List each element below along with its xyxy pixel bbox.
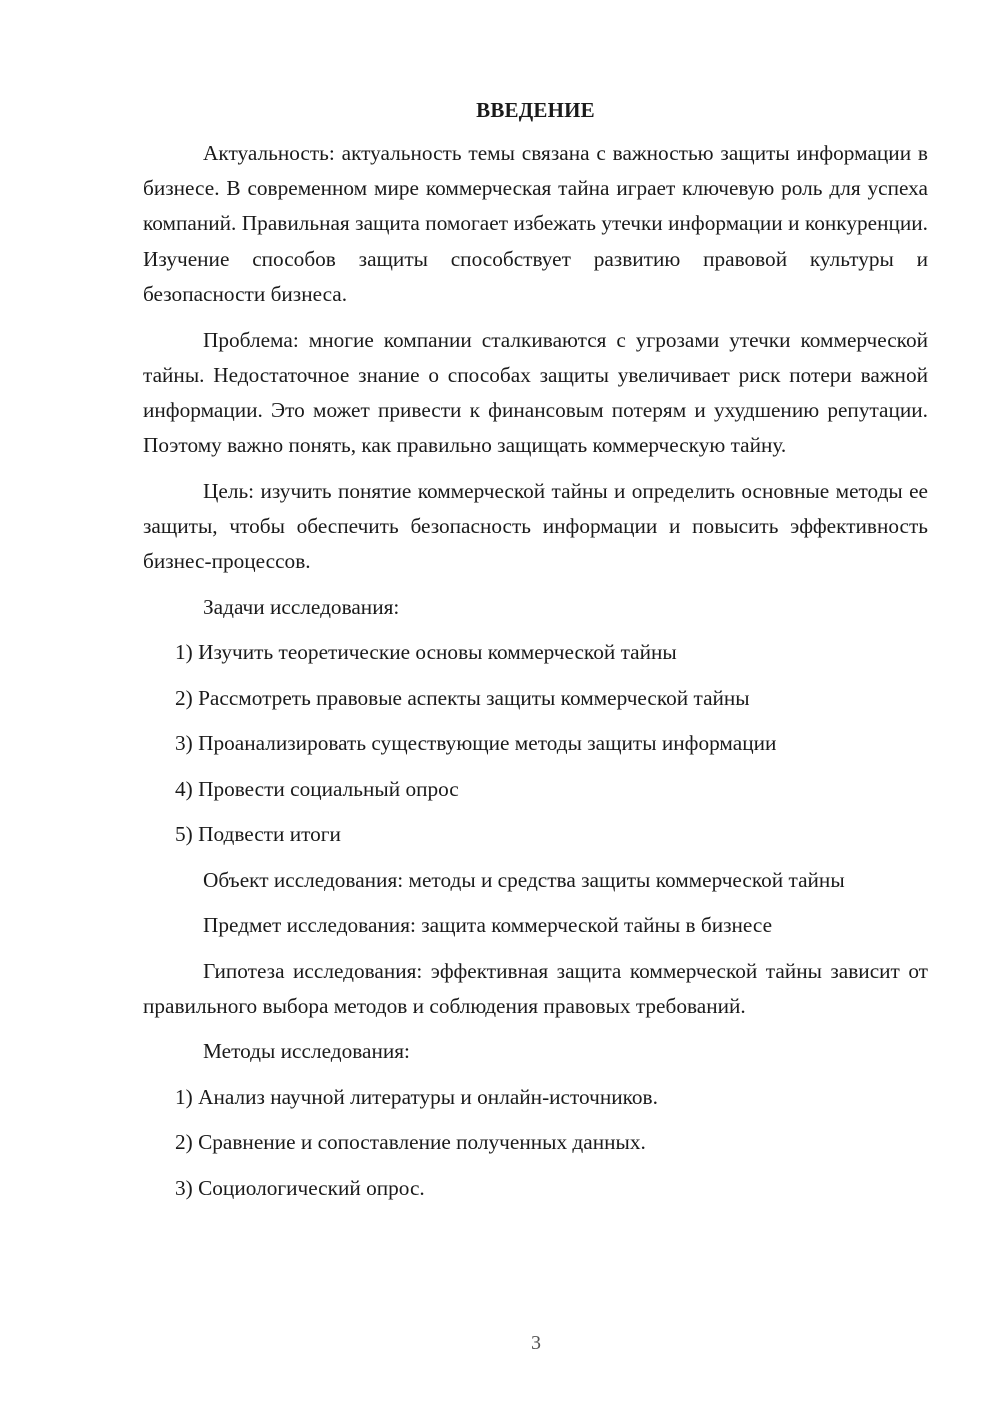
tasks-heading: Задачи исследования:: [203, 594, 400, 619]
task-item: 5) Подвести итоги: [175, 822, 341, 847]
method-item: 1) Анализ научной литературы и онлайн-источников.: [175, 1084, 658, 1109]
task-item: 4) Провести социальный опрос: [175, 776, 459, 801]
section-title: ВВЕДЕНИЕ: [476, 98, 595, 122]
task-item: 1) Изучить теоретические основы коммерческой тайны: [175, 640, 677, 665]
method-item: 2) Сравнение и сопоставление полученных данных.: [175, 1130, 646, 1155]
object-paragraph: Объект исследования: методы и средства защиты коммерческой тайны: [203, 867, 845, 892]
page-number: 3: [531, 1332, 541, 1354]
subject-paragraph: Предмет исследования: защита коммерческой тайны в бизнесе: [203, 913, 773, 938]
methods-heading: Методы исследования:: [203, 1039, 410, 1064]
task-item: 3) Проанализировать существующие методы защиты информации: [175, 731, 777, 756]
hypothesis-paragraph: Гипотеза исследования: эффективная защита коммерческой тайны зависит от правильного выбора методов и соблюдения правовых требований.: [143, 958, 928, 1018]
task-item: 2) Рассмотреть правовые аспекты защиты коммерческой тайны: [175, 685, 750, 710]
relevance-paragraph: Актуальность: актуальность темы связана с важностью защиты информации в бизнесе. В современном мире коммерческая тайна играет ключевую роль для успеха компаний. Правильная защита помогает избежать утечки информации и конкуренции. Изучение способов защиты способствует развитию правовой культуры и безопасности бизнеса.: [143, 141, 928, 306]
page-content: [143, 94, 928, 1216]
method-item: 3) Социологический опрос.: [175, 1175, 425, 1200]
goal-paragraph: Цель: изучить понятие коммерческой тайны и определить основные методы ее защиты, чтобы обеспечить безопасность информации и повысить эффективность бизнес-процессов.: [143, 478, 928, 574]
problem-paragraph: Проблема: многие компании сталкиваются с угрозами утечки коммерческой тайны. Недостаточное знание о способах защиты увеличивает риск потери важной информации. Это может привести к финансовым потерям и ухудшению репутации. Поэтому важно понять, как правильно защищать коммерческую тайну.: [143, 327, 928, 458]
